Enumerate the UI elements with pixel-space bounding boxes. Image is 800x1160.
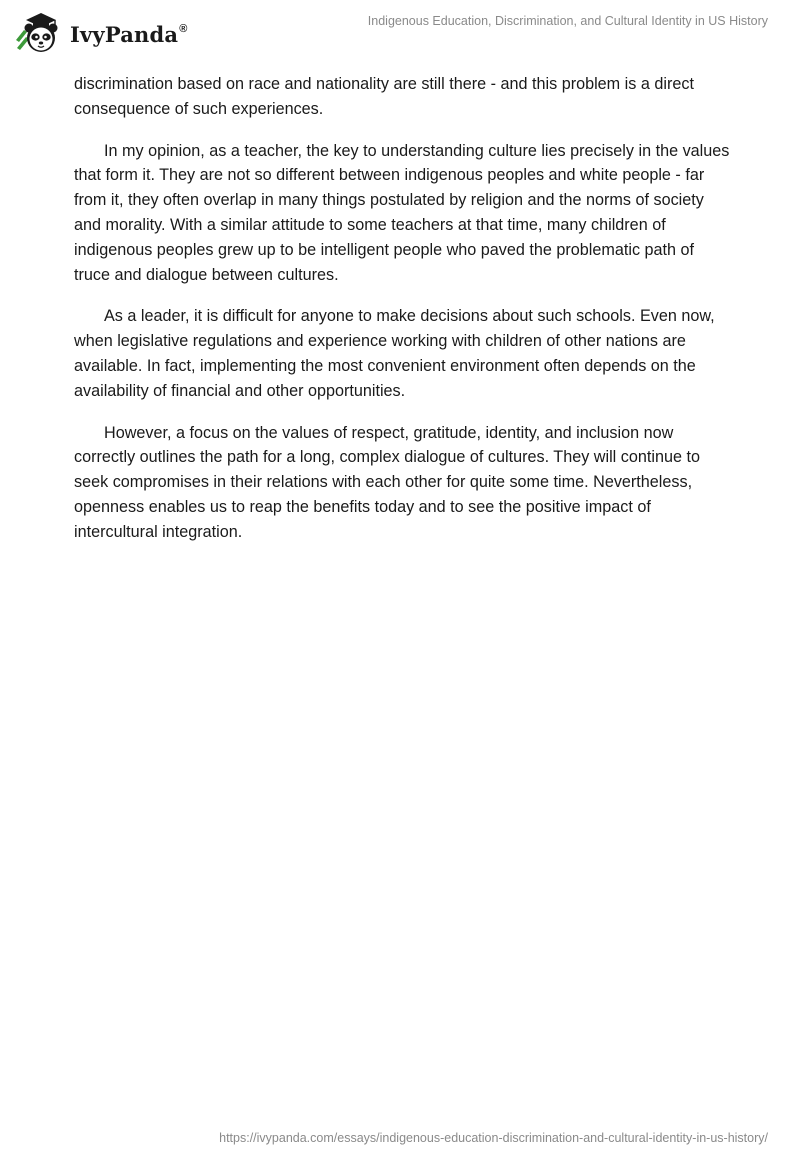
page-header — [0, 0, 800, 70]
paragraph: In my opinion, as a teacher, the key to understanding culture lies precisely in the values that form it. They are not so different between indigenous peoples and white people - far from it, they often overlap in many things postulated by religion and the norms of society and morality. With a similar attitude to some teachers at that time, many children of indigenous peoples grew up to be intelligent people who paved the problematic path of truce and dialogue between cultures. — [74, 141, 730, 284]
logo-wordmark: IvyPanda® — [70, 21, 188, 47]
paragraph: However, a focus on the values of respect, gratitude, identity, and inclusion now correctly outlines the path for a long, complex dialogue of cultures. They will continue to seek compromises in their relations with each other for quite some time. Nevertheless, openness enables us to reap the benefits today and to see the positive impact of intercultural integration. — [74, 423, 700, 541]
paragraph-continued: discrimination based on race and nationality are still there - and this problem is a direct consequence of such experiences. — [74, 75, 694, 118]
panda-graduate-icon — [14, 8, 64, 58]
essay-body — [74, 72, 734, 562]
paragraph: As a leader, it is difficult for anyone to make decisions about such schools. Even now, when legislative regulations and experience working with children of other nations are available. In fact, implementing the most convenient environment often depends on the availability of financial and other opportunities. — [74, 307, 715, 400]
running-title: Indigenous Education, Discrimination, and Cultural Identity in US History — [367, 14, 768, 28]
logo[interactable] — [14, 8, 188, 58]
registered-mark: ® — [179, 22, 188, 35]
source-url[interactable]: https://ivypanda.com/essays/indigenous-education-discrimination-and-cultural-identity-in-us-history/ — [219, 1131, 768, 1145]
